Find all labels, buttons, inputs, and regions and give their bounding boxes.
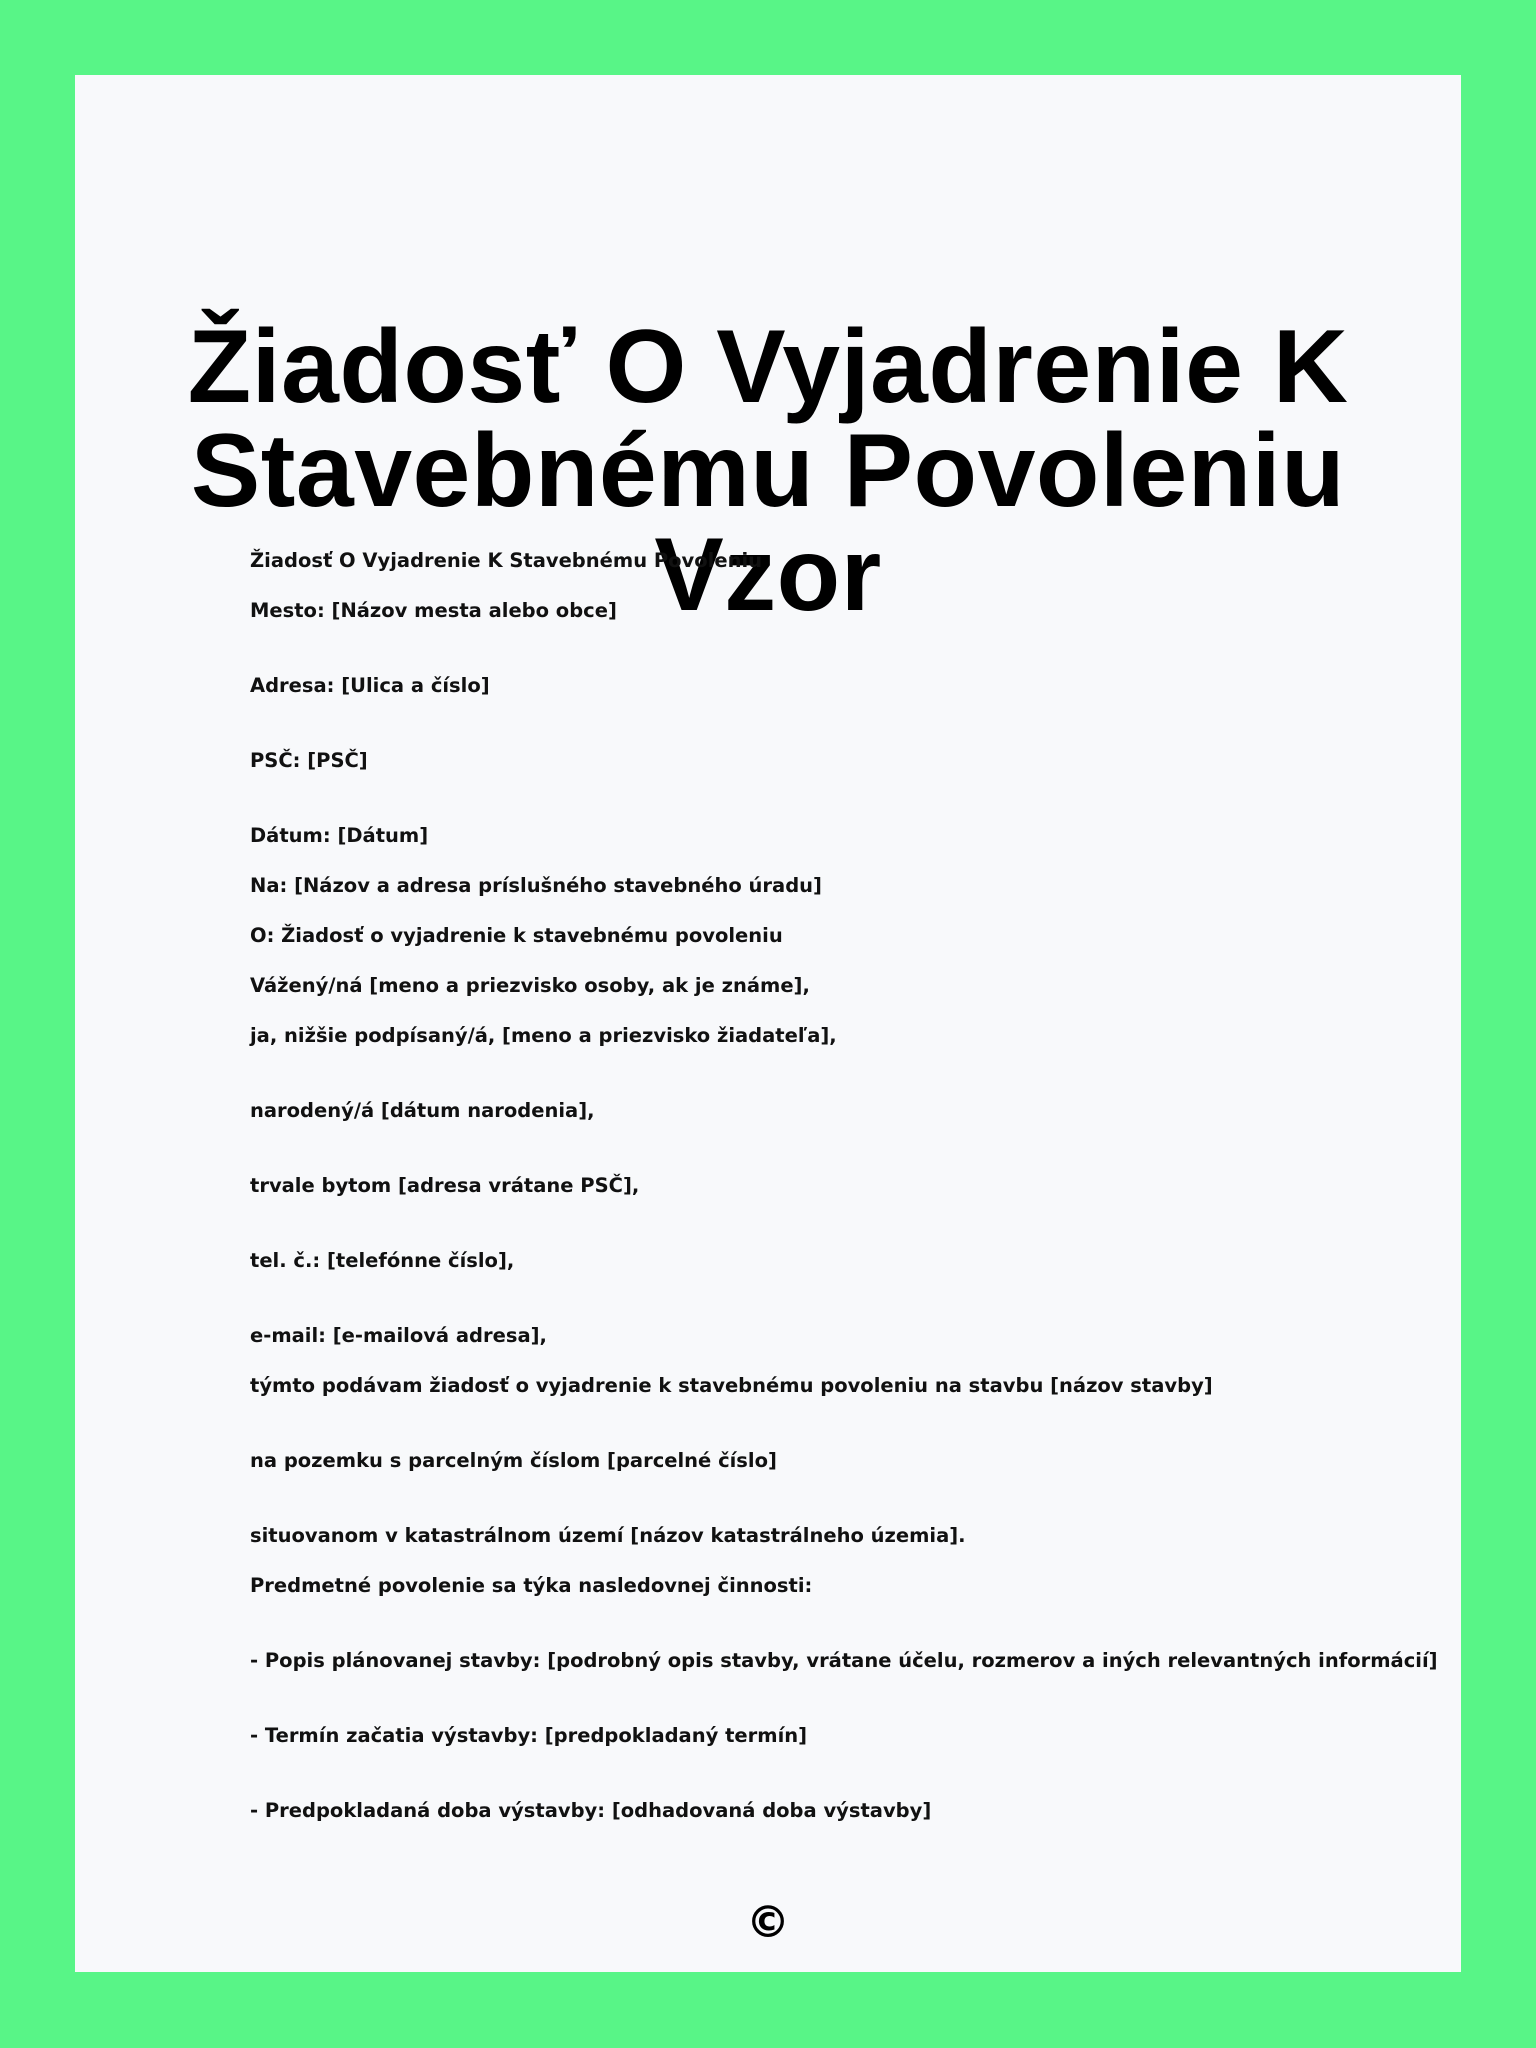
field-date: Dátum: [Dátum] xyxy=(250,824,429,847)
page-title xyxy=(75,309,1461,633)
document-heading: Žiadosť O Vyjadrenie K Stavebnému Povoleniu xyxy=(250,549,763,572)
cadastral-area: situovanom v katastrálnom území [názov katastrálneho územia]. xyxy=(250,1524,966,1547)
applicant-birth-date: narodený/á [dátum narodenia], xyxy=(250,1099,595,1122)
copyright-icon: © xyxy=(746,1897,790,1948)
salutation: Vážený/ná [meno a priezvisko osoby, ak je známe], xyxy=(250,974,810,997)
list-item: - Popis plánovanej stavby: [podrobný opis stavby, vrátane účelu, rozmerov a iných relevantných informácií] xyxy=(250,1649,1438,1672)
document-page xyxy=(75,75,1461,1972)
field-address: Adresa: [Ulica a číslo] xyxy=(250,674,490,697)
field-city: Mesto: [Názov mesta alebo obce] xyxy=(250,599,617,622)
activity-intro: Predmetné povolenie sa týka nasledovnej činnosti: xyxy=(250,1574,813,1597)
applicant-email: e-mail: [e-mailová adresa], xyxy=(250,1324,547,1347)
applicant-residence: trvale bytom [adresa vrátane PSČ], xyxy=(250,1174,640,1197)
parcel-number: na pozemku s parcelným číslom [parcelné číslo] xyxy=(250,1449,777,1472)
field-subject: O: Žiadosť o vyjadrenie k stavebnému povoleniu xyxy=(250,924,783,947)
field-postal-code: PSČ: [PSČ] xyxy=(250,749,368,772)
list-item: - Predpokladaná doba výstavby: [odhadovaná doba výstavby] xyxy=(250,1799,932,1822)
list-item: - Termín začatia výstavby: [predpokladaný termín] xyxy=(250,1724,808,1747)
applicant-phone: tel. č.: [telefónne číslo], xyxy=(250,1249,515,1272)
applicant-name: ja, nižšie podpísaný/á, [meno a priezvisko žiadateľa], xyxy=(250,1024,837,1047)
page-title-line-2: Stavebnému Povoleniu Vzor xyxy=(190,413,1346,633)
page-title-line-1: Žiadosť O Vyjadrenie K xyxy=(187,309,1349,425)
request-statement: týmto podávam žiadosť o vyjadrenie k stavebnému povoleniu na stavbu [názov stavby] xyxy=(250,1374,1213,1397)
field-recipient: Na: [Názov a adresa príslušného stavebného úradu] xyxy=(250,874,822,897)
